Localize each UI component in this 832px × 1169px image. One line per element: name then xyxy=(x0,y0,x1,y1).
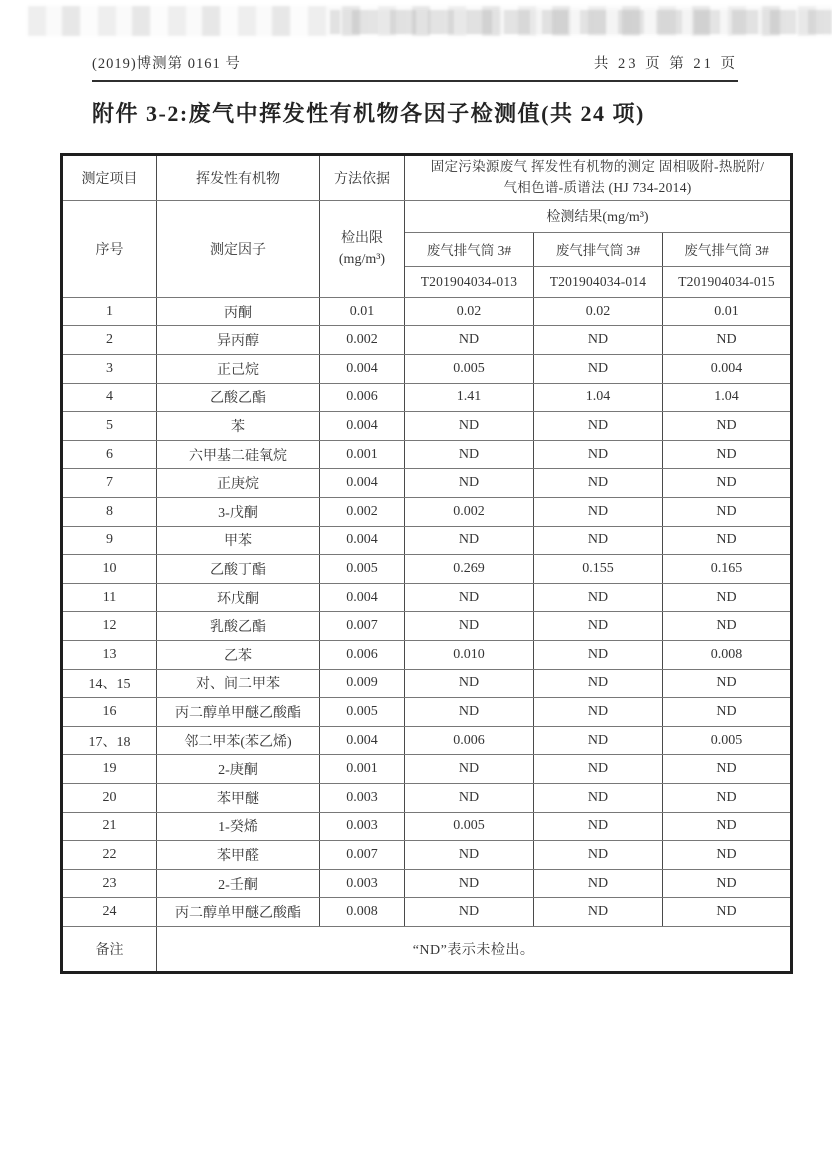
cell-detection-limit: 0.002 xyxy=(320,498,405,527)
cell-result-1: ND xyxy=(405,469,534,498)
cell-result-2: ND xyxy=(534,640,663,669)
cell-result-3: ND xyxy=(663,412,792,441)
cell-result-3: ND xyxy=(663,869,792,898)
cell-seq-no: 7 xyxy=(62,469,157,498)
cell-factor-name: 乙酸乙酯 xyxy=(157,383,320,412)
header-item-cell: 测定项目 xyxy=(62,155,157,201)
cell-result-1: 0.006 xyxy=(405,726,534,755)
cell-result-1: ND xyxy=(405,755,534,784)
cell-result-2: ND xyxy=(534,469,663,498)
sample-id-cell-1: T201904034-013 xyxy=(405,266,534,297)
cell-result-2: ND xyxy=(534,498,663,527)
table-row xyxy=(62,898,792,927)
cell-seq-no: 10 xyxy=(62,555,157,584)
cell-seq-no: 13 xyxy=(62,640,157,669)
cell-result-1: ND xyxy=(405,612,534,641)
cell-detection-limit: 0.004 xyxy=(320,469,405,498)
cell-result-2: ND xyxy=(534,812,663,841)
cell-result-2: ND xyxy=(534,726,663,755)
cell-result-3: ND xyxy=(663,698,792,727)
table-row xyxy=(62,440,792,469)
table-row xyxy=(62,726,792,755)
table-row xyxy=(62,783,792,812)
table-row xyxy=(62,412,792,441)
cell-seq-no: 1 xyxy=(62,297,157,326)
cell-factor-name: 对、间二甲苯 xyxy=(157,669,320,698)
table-header xyxy=(62,155,792,298)
cell-detection-limit: 0.004 xyxy=(320,583,405,612)
cell-seq-no: 14、15 xyxy=(62,669,157,698)
cell-result-1: ND xyxy=(405,898,534,927)
cell-result-1: ND xyxy=(405,412,534,441)
table-row xyxy=(62,755,792,784)
sample-id-cell-2: T201904034-014 xyxy=(534,266,663,297)
cell-detection-limit: 0.01 xyxy=(320,297,405,326)
cell-seq-no: 11 xyxy=(62,583,157,612)
cell-result-3: ND xyxy=(663,755,792,784)
cell-result-3: 1.04 xyxy=(663,383,792,412)
cell-factor-name: 异丙醇 xyxy=(157,326,320,355)
page-count-info: 共 23 页 第 21 页 xyxy=(593,56,738,72)
cell-result-3: ND xyxy=(663,812,792,841)
cell-result-2: ND xyxy=(534,669,663,698)
cell-result-1: ND xyxy=(405,440,534,469)
cell-seq-no: 24 xyxy=(62,898,157,927)
cell-factor-name: 丙二醇单甲醚乙酸酯 xyxy=(157,898,320,927)
cell-result-1: ND xyxy=(405,526,534,555)
table-row xyxy=(62,297,792,326)
cell-detection-limit: 0.004 xyxy=(320,412,405,441)
cell-result-3: ND xyxy=(663,669,792,698)
cell-result-1: ND xyxy=(405,698,534,727)
header-detection-limit-cell xyxy=(320,200,405,297)
header-result-title-cell: 检测结果(mg/m³) xyxy=(405,200,792,232)
method-standard-line2: 气相色谱-质谱法 (HJ 734-2014) xyxy=(503,179,692,195)
cell-detection-limit: 0.005 xyxy=(320,698,405,727)
cell-result-3: ND xyxy=(663,612,792,641)
cell-factor-name: 2-庚酮 xyxy=(157,755,320,784)
cell-result-3: ND xyxy=(663,783,792,812)
cell-result-2: ND xyxy=(534,412,663,441)
cell-result-2: ND xyxy=(534,612,663,641)
cell-result-1: 0.005 xyxy=(405,812,534,841)
cell-seq-no: 6 xyxy=(62,440,157,469)
cell-seq-no: 21 xyxy=(62,812,157,841)
cell-seq-no: 17、18 xyxy=(62,726,157,755)
cell-result-2: ND xyxy=(534,583,663,612)
cell-factor-name: 丙酮 xyxy=(157,297,320,326)
table-row xyxy=(62,326,792,355)
table-footer xyxy=(62,926,792,972)
cell-seq-no: 4 xyxy=(62,383,157,412)
cell-detection-limit: 0.004 xyxy=(320,726,405,755)
cell-result-2: 0.02 xyxy=(534,297,663,326)
cell-result-2: ND xyxy=(534,869,663,898)
scan-noise-band-2 xyxy=(330,10,832,34)
cell-seq-no: 19 xyxy=(62,755,157,784)
cell-factor-name: 苯甲醚 xyxy=(157,783,320,812)
cell-factor-name: 甲苯 xyxy=(157,526,320,555)
cell-result-1: ND xyxy=(405,669,534,698)
cell-result-2: ND xyxy=(534,783,663,812)
cell-result-1: 1.41 xyxy=(405,383,534,412)
page-title: 附件 3-2:废气中挥发性有机物各因子检测值(共 24 项) xyxy=(92,101,645,126)
cell-detection-limit: 0.004 xyxy=(320,526,405,555)
cell-result-2: ND xyxy=(534,526,663,555)
remark-text-cell: “ND”表示未检出。 xyxy=(157,926,792,972)
header-row-result-title xyxy=(62,200,792,232)
cell-result-3: ND xyxy=(663,898,792,927)
table-row xyxy=(62,669,792,698)
cell-seq-no: 9 xyxy=(62,526,157,555)
cell-result-3: ND xyxy=(663,440,792,469)
cell-factor-name: 邻二甲苯(苯乙烯) xyxy=(157,726,320,755)
cell-factor-name: 乙苯 xyxy=(157,640,320,669)
cell-result-2: 0.155 xyxy=(534,555,663,584)
cell-result-1: 0.02 xyxy=(405,297,534,326)
detection-limit-line2: (mg/m³) xyxy=(338,251,386,267)
cell-result-2: ND xyxy=(534,440,663,469)
cell-detection-limit: 0.006 xyxy=(320,640,405,669)
header-factor-cell: 测定因子 xyxy=(157,200,320,297)
cell-seq-no: 23 xyxy=(62,869,157,898)
cell-result-3: 0.01 xyxy=(663,297,792,326)
cell-factor-name: 乳酸乙酯 xyxy=(157,612,320,641)
cell-factor-name: 正庚烷 xyxy=(157,469,320,498)
cell-result-2: ND xyxy=(534,755,663,784)
cell-detection-limit: 0.007 xyxy=(320,841,405,870)
detection-limit-line1: 检出限 xyxy=(341,230,383,246)
cell-detection-limit: 0.001 xyxy=(320,755,405,784)
table-row xyxy=(62,383,792,412)
table-row xyxy=(62,583,792,612)
cell-seq-no: 12 xyxy=(62,612,157,641)
cell-result-2: ND xyxy=(534,698,663,727)
cell-result-3: 0.004 xyxy=(663,355,792,384)
cell-detection-limit: 0.004 xyxy=(320,355,405,384)
cell-seq-no: 2 xyxy=(62,326,157,355)
cell-result-3: 0.008 xyxy=(663,640,792,669)
cell-result-3: 0.005 xyxy=(663,726,792,755)
cell-detection-limit: 0.009 xyxy=(320,669,405,698)
voc-detection-table xyxy=(60,153,793,974)
cell-seq-no: 20 xyxy=(62,783,157,812)
cell-seq-no: 8 xyxy=(62,498,157,527)
table-row xyxy=(62,469,792,498)
cell-result-2: ND xyxy=(534,355,663,384)
document-header xyxy=(92,52,738,82)
sample-id-cell-3: T201904034-015 xyxy=(663,266,792,297)
cell-result-2: ND xyxy=(534,898,663,927)
cell-factor-name: 正己烷 xyxy=(157,355,320,384)
cell-detection-limit: 0.001 xyxy=(320,440,405,469)
remark-row xyxy=(62,926,792,972)
table-row xyxy=(62,812,792,841)
cell-result-1: 0.002 xyxy=(405,498,534,527)
cell-result-3: ND xyxy=(663,583,792,612)
cell-result-1: ND xyxy=(405,841,534,870)
cell-seq-no: 5 xyxy=(62,412,157,441)
cell-detection-limit: 0.008 xyxy=(320,898,405,927)
cell-result-3: ND xyxy=(663,469,792,498)
cell-seq-no: 16 xyxy=(62,698,157,727)
cell-factor-name: 2-壬酮 xyxy=(157,869,320,898)
cell-result-3: ND xyxy=(663,326,792,355)
table-row xyxy=(62,555,792,584)
table-row xyxy=(62,698,792,727)
cell-result-1: ND xyxy=(405,783,534,812)
header-method-basis-cell: 方法依据 xyxy=(320,155,405,201)
header-method-standard-cell xyxy=(405,155,792,201)
table-row xyxy=(62,612,792,641)
stack-name-cell-2: 废气排气筒 3# xyxy=(534,232,663,266)
cell-factor-name: 苯甲醛 xyxy=(157,841,320,870)
cell-result-1: 0.010 xyxy=(405,640,534,669)
cell-factor-name: 六甲基二硅氧烷 xyxy=(157,440,320,469)
cell-detection-limit: 0.003 xyxy=(320,783,405,812)
cell-result-3: ND xyxy=(663,498,792,527)
cell-result-3: 0.165 xyxy=(663,555,792,584)
table-row xyxy=(62,841,792,870)
table-row xyxy=(62,869,792,898)
remark-label-cell: 备注 xyxy=(62,926,157,972)
table-row xyxy=(62,526,792,555)
cell-detection-limit: 0.003 xyxy=(320,869,405,898)
method-standard-line1: 固定污染源废气 挥发性有机物的测定 固相吸附-热脱附/ xyxy=(430,159,765,174)
cell-result-3: ND xyxy=(663,841,792,870)
cell-result-2: ND xyxy=(534,841,663,870)
cell-detection-limit: 0.002 xyxy=(320,326,405,355)
table-body xyxy=(62,297,792,926)
cell-seq-no: 22 xyxy=(62,841,157,870)
header-voc-cell: 挥发性有机物 xyxy=(157,155,320,201)
cell-detection-limit: 0.005 xyxy=(320,555,405,584)
cell-detection-limit: 0.007 xyxy=(320,612,405,641)
cell-result-2: 1.04 xyxy=(534,383,663,412)
cell-factor-name: 1-癸烯 xyxy=(157,812,320,841)
doc-number: (2019)博测第 0161 号 xyxy=(92,56,241,72)
stack-name-cell-1: 废气排气筒 3# xyxy=(405,232,534,266)
table-row xyxy=(62,640,792,669)
cell-seq-no: 3 xyxy=(62,355,157,384)
cell-factor-name: 环戊酮 xyxy=(157,583,320,612)
cell-detection-limit: 0.006 xyxy=(320,383,405,412)
cell-detection-limit: 0.003 xyxy=(320,812,405,841)
cell-result-1: ND xyxy=(405,869,534,898)
cell-result-3: ND xyxy=(663,526,792,555)
cell-factor-name: 3-戊酮 xyxy=(157,498,320,527)
stack-name-cell-3: 废气排气筒 3# xyxy=(663,232,792,266)
cell-factor-name: 苯 xyxy=(157,412,320,441)
table-row xyxy=(62,498,792,527)
cell-factor-name: 丙二醇单甲醚乙酸酯 xyxy=(157,698,320,727)
header-row-top xyxy=(62,155,792,201)
cell-result-1: ND xyxy=(405,326,534,355)
cell-result-1: ND xyxy=(405,583,534,612)
cell-factor-name: 乙酸丁酯 xyxy=(157,555,320,584)
header-seq-cell: 序号 xyxy=(62,200,157,297)
cell-result-1: 0.269 xyxy=(405,555,534,584)
table-row xyxy=(62,355,792,384)
cell-result-1: 0.005 xyxy=(405,355,534,384)
cell-result-2: ND xyxy=(534,326,663,355)
